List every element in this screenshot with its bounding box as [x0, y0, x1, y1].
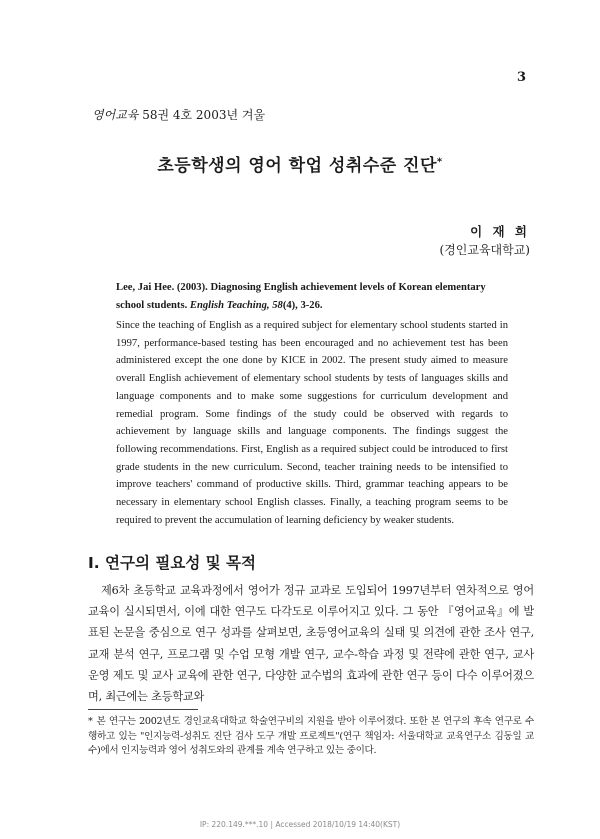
- footnote: [88, 715, 534, 759]
- paper-title-text: 초등학생의 영어 학업 성취수준 진단: [157, 156, 437, 176]
- journal-issue: 58권 4호 2003년 겨울: [142, 108, 266, 122]
- citation: [116, 279, 508, 315]
- citation-pages: 3-26.: [300, 300, 323, 311]
- paper-title: [0, 151, 600, 176]
- journal-name: 영어교육: [92, 108, 139, 122]
- abstract: Since the teaching of English as a required subject for elementary school students started in 1997, performance-based testing has been encouraged and no achievement test has been administered except the one done by KICE in 2002. The present study aimed to measure overall English achievement of elementary school students by tests of languages skills and language components and to make some suggestions for curriculum development and remedial program. Some findings of the study could be observed with regards to achievement by language skills and language components. The findings suggest the following recommendations. First, English as a required subject could be introduced to first grade students in the new curriculum. Second, teacher training needs to be intensified to improve teachers' command of productive skills. Third, grammar teaching appears to be necessary in elementary school English classes. Finally, a teaching program seems to be required to prevent the accumulation of learning deficiency by weaker students.: [116, 320, 508, 526]
- access-watermark: IP: 220.149.***.10 | Accessed 2018/10/19 14:40(KST): [199, 820, 401, 829]
- page-number: 3: [516, 70, 526, 85]
- author-name: 이 재 희: [470, 224, 530, 239]
- footnote-text: 본 연구는 2002년도 경인교육대학교 학술연구비의 지원을 받아 이루어졌다. 또한 본 연구의 후속 연구로 수행하고 있는 "인지능력-성취도 진단 검사 도구 개발 프로젝트"(연구 책임자: 서울대학교 교육연구소 김동일 교수)에서 인지능력과 영어 성취도와의 관계를 계속 연구하고 있는 중이다.: [88, 716, 534, 757]
- title-footnote-mark: *: [436, 156, 443, 168]
- citation-authors: Lee, Jai Hee. (2003).: [116, 282, 208, 293]
- section-heading: I. 연구의 필요성 및 목적: [88, 554, 256, 572]
- citation-journal: English Teaching, 58: [189, 300, 283, 311]
- footnote-mark: *: [88, 716, 93, 727]
- body-paragraph: 제6차 초등학교 교육과정에서 영어가 정규 교과로 도입되어 1997년부터 연차적으로 영어교육이 실시되면서, 이에 대한 연구도 다각도로 이루어지고 있다. 그 동안 『영어교육』에 발표된 논문을 중심으로 연구 성과를 살펴보면, 초등영어교육의 실태 및 의견에 관한 조사 연구, 교재 분석 연구, 프로그램 및 수업 모형 개발 연구, 교수-학습 과정 및 전략에 관한 연구, 교사 운영 제도 및 교사 교육에 관한 연구, 다양한 교수법의 효과에 관한 연구 등이 다수 이루어졌으며, 최근에는 초등학교와: [88, 584, 534, 704]
- citation-title: Diagnosing English achievement levels of Korean elementary school students.: [116, 282, 486, 311]
- citation-issue: (4),: [282, 300, 298, 311]
- author-affiliation: (경인교육대학교): [439, 243, 530, 257]
- footnote-divider: [88, 709, 198, 710]
- journal-header: [92, 106, 265, 123]
